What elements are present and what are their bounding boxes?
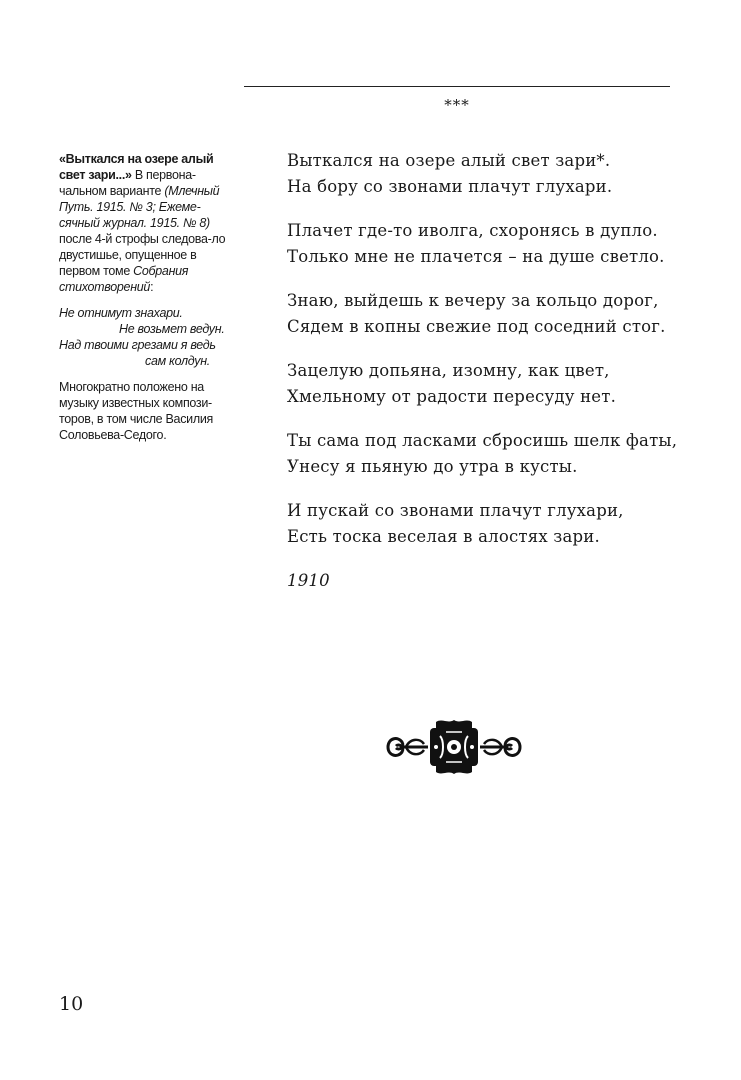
note-paragraph-2: Многократно положено на музыку известных компози-торов, в том числе Василия Соловьева-Седого. <box>59 380 213 442</box>
poem-line: Знаю, выйдешь к вечеру за кольцо дорог, <box>287 291 659 310</box>
stanza <box>287 428 687 480</box>
quote-line: сам колдун. <box>145 354 210 368</box>
poem-line: И пускай со звонами плачут глухари, <box>287 501 624 520</box>
note-source: (Млечный Путь. 1915. № 3; Ежеме-сячный журнал. 1915. № 8) <box>59 184 220 230</box>
poem-line: Есть тоска веселая в алостях зари. <box>287 527 600 546</box>
poem-line: Выткался на озере алый свет зари*. <box>287 151 611 170</box>
note-quote <box>59 305 239 369</box>
stanza <box>287 148 687 200</box>
poem-line: Унесу я пьяную до утра в кусты. <box>287 457 578 476</box>
note-paragraph: «Выткался на озере алый свет зари...» В первона-чальном варианте (Млечный Путь. 1915. № 3; Ежеме-сячный журнал. 1915. № 8) после 4-й строфы следова-ло двустишье, опущенное в первом томе Собрания стихотворений: <box>59 152 226 294</box>
stanza <box>287 218 687 270</box>
note-collection: Собрания стихотворений <box>59 264 189 294</box>
quote-line: Не возьмет ведун. <box>119 322 225 336</box>
poem-line: Сядем в копны свежие под соседний стог. <box>287 317 666 336</box>
floral-ornament-icon <box>384 718 524 776</box>
stanza <box>287 498 687 550</box>
section-stars: *** <box>444 96 470 114</box>
stanza <box>287 288 687 340</box>
poem-line: Зацелую допьяна, изомну, как цвет, <box>287 361 610 380</box>
page-number: 10 <box>59 993 84 1015</box>
poem-line: Ты сама под ласками сбросишь шелк фаты, <box>287 431 678 450</box>
note-title: «Выткался на озере алый свет зари...» <box>59 152 214 182</box>
poem-line: Только мне не плачется – на душе светло. <box>287 247 665 266</box>
quote-line: Над твоими грезами я ведь <box>59 338 216 352</box>
poem-line: Хмельному от радости пересуду нет. <box>287 387 617 406</box>
poem-line: Плачет где-то иволга, схоронясь в дупло. <box>287 221 658 240</box>
footnote-sidebar <box>59 151 239 443</box>
poem <box>287 148 687 594</box>
stanza <box>287 358 687 410</box>
poem-year: 1910 <box>287 571 330 590</box>
quote-line: Не отнимут знахари. <box>59 306 183 320</box>
top-rule <box>244 86 670 87</box>
poem-line: На бору со звонами плачут глухари. <box>287 177 613 196</box>
